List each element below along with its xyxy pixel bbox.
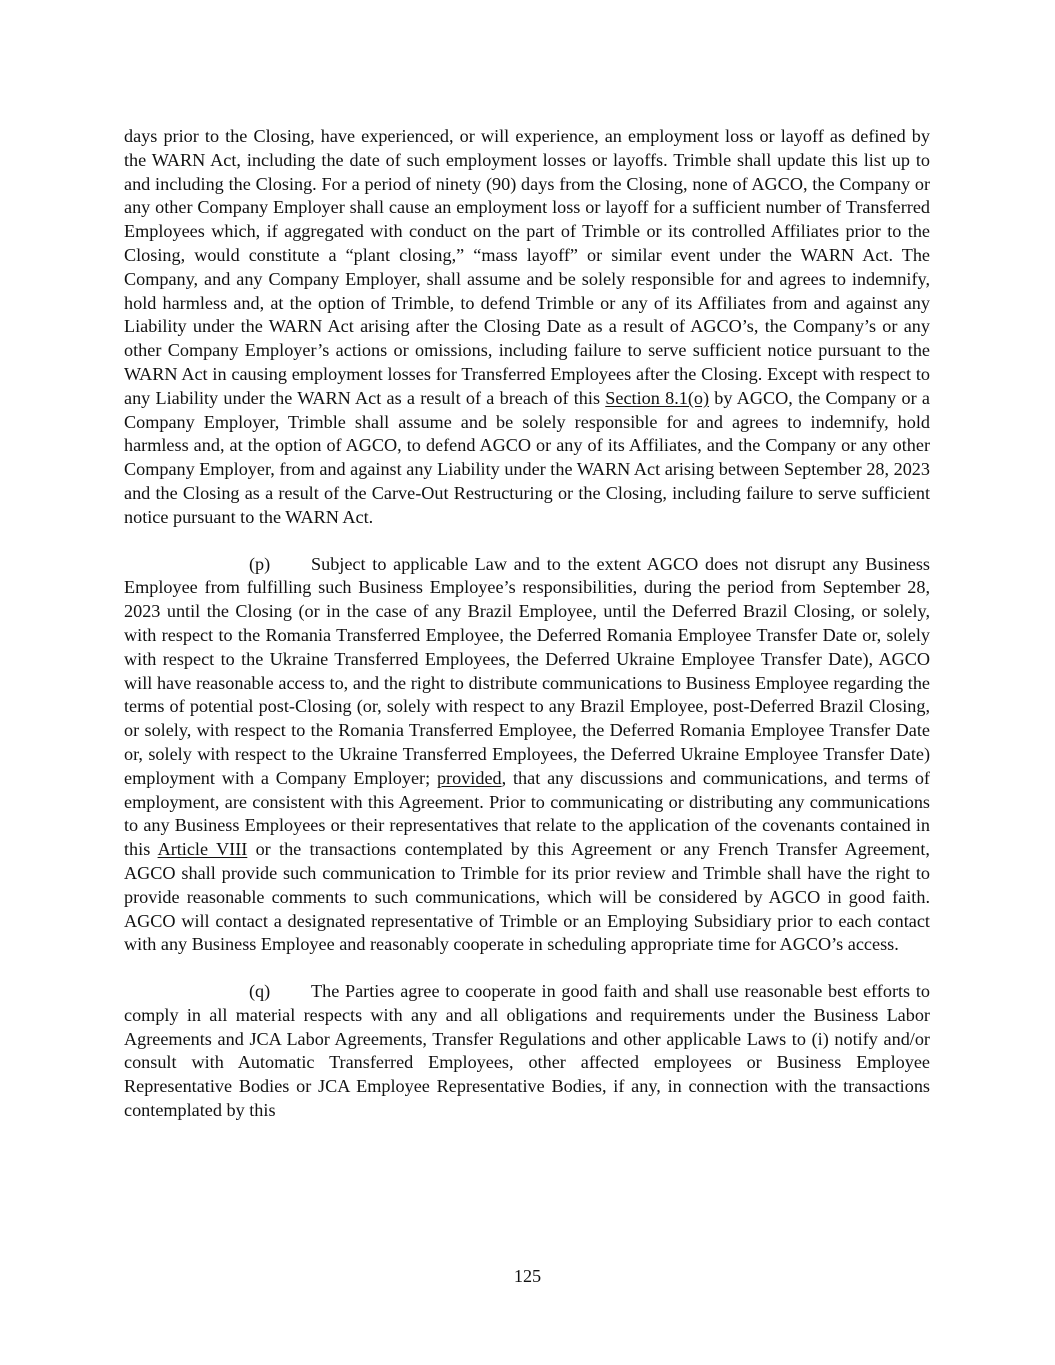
section-reference-link: Section 8.1(o) [605,387,710,408]
clause-label-q: (q) [249,981,271,1002]
paragraph-text: days prior to the Closing, have experienced, or will experience, an employment loss or layoff as defined by the WARN Act, including the date of such employment losses or layoffs. Trimble shall update this list up to and including the Closing. For a period of ninety (90) days from the Closing, none of AGCO, the Company or any other Company Employer shall cause an employment loss or layoff for a sufficient number of Transferred Employees which, if aggregated with conduct on the part of Trimble or its controlled Affiliates prior to the Closing, would constitute a “plant closing,” “mass layoff” or similar event under the WARN Act. The Company, and any Company Employer, shall assume and be solely responsible for and agrees to indemnify, hold harmless and, at the option of Trimble, to defend Trimble or any of its Affiliates from and against any Liability under the WARN Act arising after the Closing Date as a result of AGCO’s, the Company’s or any other Company Employer’s actions or omissions, including failure to serve sufficient notice pursuant to the WARN Act in causing employment losses for Transferred Employees after the Closing. Except with respect to any Liability under the WARN Act as a result of a breach of this [124,126,930,408]
paragraph-text: or the transactions contemplated by this Agreement or any French Transfer Agreement, AGCO shall provide such communication to Trimble for its prior review and Trimble shall have the right to provide reasonable comments to such communications, which will be considered by AGCO in good faith. AGCO will contact a designated representative of Trimble or an Employing Subsidiary prior to each contact with any Business Employee and reasonably cooperate in scheduling appropriate time for AGCO’s access. [124,839,930,955]
paragraph-text: , that any discussions and communications, and terms of employment, are consistent with this Agreement. Prior to communicating or distributing any communications to any Business Employees or their representatives that relate to the application of the covenants contained in this [124,767,930,860]
clause-label-p: (p) [249,553,271,574]
paragraph-warn-act [124,125,930,530]
paragraph-text: Subject to applicable Law and to the extent AGCO does not disrupt any Business Employee from fulfilling such Business Employee’s responsibilities, during the period from September 28, 2023 until the Closing (or in the case of any Brazil Employee, until the Deferred Brazil Closing, or solely, with respect to the Romania Transferred Employee, the Deferred Romania Employee Transfer Date or, solely with respect to the Ukraine Transferred Employees, the Deferred Ukraine Employee Transfer Date), AGCO will have reasonable access to, and the right to distribute communications to Business Employee regarding the terms of potential post-Closing (or, solely with respect to any Brazil Employee, post-Deferred Brazil Closing, or solely, with respect to the Romania Transferred Employee, the Deferred Romania Employee Transfer Date or, solely with respect to the Ukraine Transferred Employees, the Deferred Ukraine Employee Transfer Date) employment with a Company Employer; [124,553,930,788]
document-page [124,125,930,1146]
paragraph-text: by AGCO, the Company or a Company Employer, Trimble shall assume and be solely responsible for and agrees to indemnify, hold harmless and, at the option of AGCO, to defend AGCO or any of its Affiliates, and the Company or any other Company Employer, from and against any Liability under the WARN Act arising between September 28, 2023 and the Closing as a result of the Carve-Out Restructuring or the Closing, including failure to serve sufficient notice pursuant to the WARN Act. [124,387,930,527]
page-number: 125 [513,1266,542,1286]
provided-term: provided [436,767,502,788]
paragraph-text: The Parties agree to cooperate in good faith and shall use reasonable best efforts to comply in all material respects with any and all obligations and requirements under the Business Labor Agreements and JCA Labor Agreements, Transfer Regulations and other applicable Laws to (i) notify and/or consult with Automatic Transferred Employees, other affected employees or Business Employee Representative Bodies or JCA Employee Representative Bodies, if any, in connection with the transactions contemplated by this [124,981,930,1121]
paragraph-q [124,980,930,1123]
article-reference-link: Article VIII [157,839,248,860]
paragraph-p [124,553,930,958]
